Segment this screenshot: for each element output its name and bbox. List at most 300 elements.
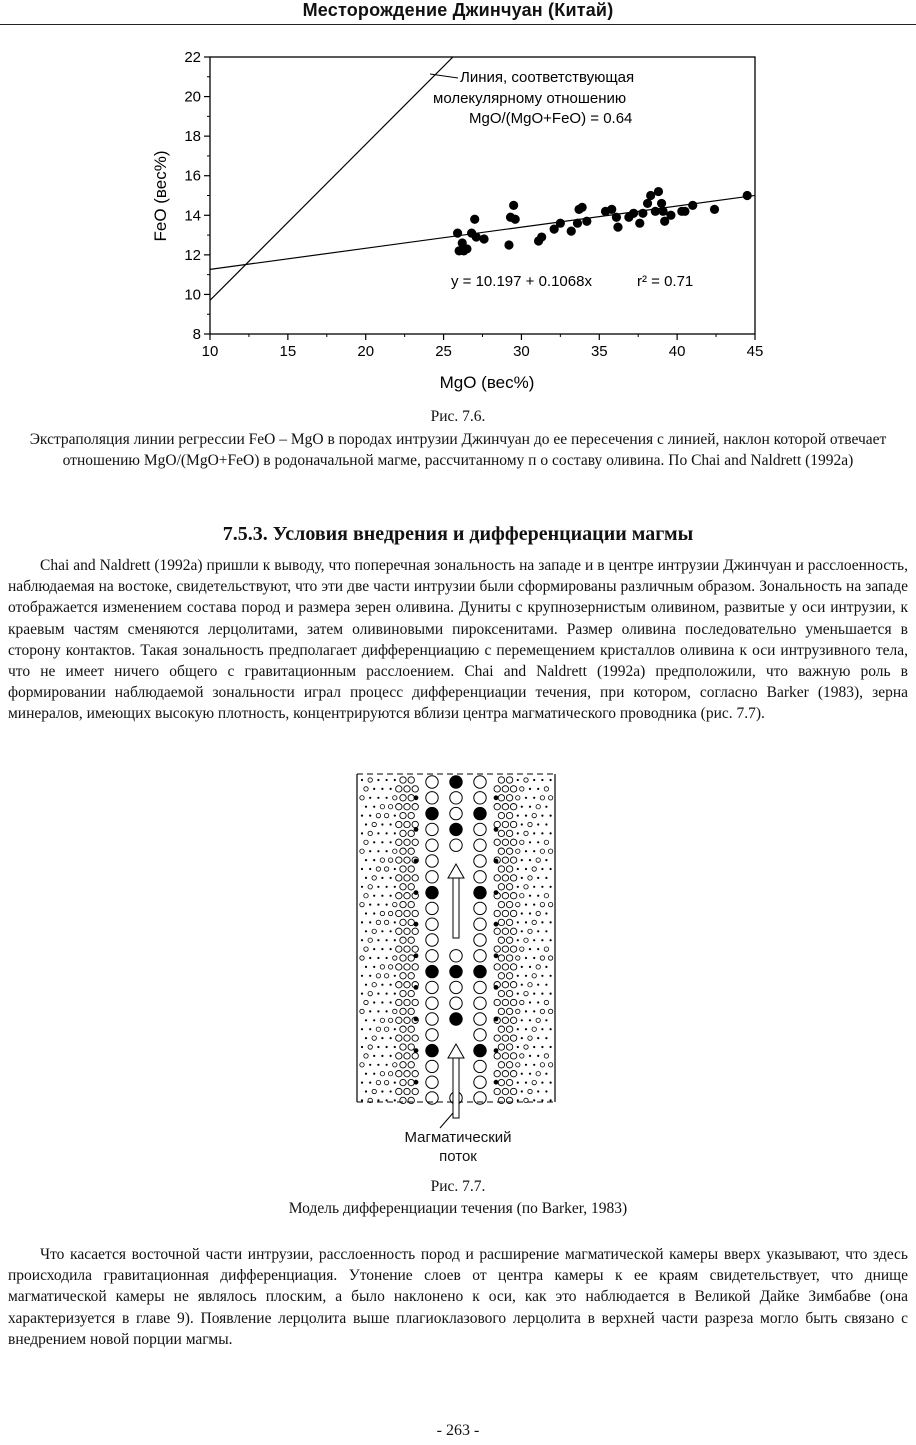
annotation-line-3: MgO/(MgO+FeO) = 0.64: [469, 110, 633, 127]
small-grain: [388, 1072, 392, 1076]
fine-grain: [365, 912, 367, 914]
small-grain: [544, 1000, 548, 1004]
fine-grain: [386, 1099, 388, 1101]
olivine-grain: [412, 839, 418, 845]
olivine-grain: [498, 848, 504, 854]
large-crystal: [426, 839, 438, 851]
x-tick-label: 45: [746, 343, 764, 360]
page-number: - 263 -: [436, 1422, 480, 1439]
olivine-grain: [510, 964, 516, 970]
olivine-grain: [498, 830, 504, 836]
fine-grain: [533, 904, 535, 906]
fine-grain: [521, 877, 523, 879]
small-grain: [516, 849, 520, 853]
fine-grain: [394, 886, 396, 888]
fine-grain: [361, 779, 363, 781]
fine-grain: [550, 815, 552, 817]
dense-grain: [494, 985, 499, 990]
small-grain: [532, 920, 536, 924]
small-grain: [364, 840, 368, 844]
olivine-grain: [502, 982, 508, 988]
large-crystal: [426, 871, 438, 883]
large-crystal: [474, 871, 486, 883]
large-crystal: [426, 902, 438, 914]
fine-grain: [394, 1028, 396, 1030]
fine-grain: [521, 1037, 523, 1039]
olivine-grain: [408, 937, 414, 943]
large-crystal: [450, 997, 462, 1009]
olivine-grain: [408, 777, 414, 783]
small-grain: [540, 849, 544, 853]
olivine-grain: [404, 786, 410, 792]
large-crystal: [450, 792, 462, 804]
small-grain: [536, 911, 540, 915]
fine-grain: [529, 806, 531, 808]
large-crystal: [474, 1029, 486, 1041]
olivine-grain: [396, 928, 402, 934]
fine-grain: [373, 948, 375, 950]
fine-grain: [394, 1082, 396, 1084]
figure-7-7-number: Рис. 7.7.: [430, 1178, 486, 1195]
large-crystal: [474, 886, 486, 898]
small-grain: [380, 911, 384, 915]
fine-grain: [381, 895, 383, 897]
fine-grain: [381, 984, 383, 986]
olivine-grain: [498, 1079, 504, 1085]
large-crystal: [474, 1044, 486, 1056]
fine-grain: [361, 1046, 363, 1048]
dense-grain: [414, 922, 419, 927]
fine-grain: [361, 886, 363, 888]
fine-grain: [386, 1064, 388, 1066]
fine-grain: [377, 904, 379, 906]
fine-grain: [537, 788, 539, 790]
fine-grain: [517, 1082, 519, 1084]
small-grain: [548, 796, 552, 800]
fine-grain: [550, 921, 552, 923]
olivine-grain: [506, 1008, 512, 1014]
olivine-grain: [400, 812, 406, 818]
data-point: [556, 219, 565, 228]
olivine-grain: [502, 804, 508, 810]
large-crystal: [426, 981, 438, 993]
fine-grain: [361, 815, 363, 817]
fine-grain: [525, 797, 527, 799]
fine-grain: [541, 886, 543, 888]
olivine-grain: [506, 866, 512, 872]
running-title: Месторождение Джинчуан (Китай): [302, 0, 614, 20]
fine-grain: [517, 1046, 519, 1048]
olivine-grain: [498, 1097, 504, 1103]
olivine-grain: [498, 1044, 504, 1050]
y-tick-label: 20: [184, 88, 201, 106]
fine-grain: [386, 779, 388, 781]
fine-grain: [537, 1037, 539, 1039]
dense-grain: [494, 1017, 499, 1022]
fine-grain: [365, 877, 367, 879]
fine-grain: [533, 832, 535, 834]
small-grain: [372, 876, 376, 880]
olivine-grain: [498, 812, 504, 818]
fine-grain: [390, 841, 392, 843]
olivine-grain: [510, 1035, 516, 1041]
olivine-grain: [412, 964, 418, 970]
fine-grain: [521, 912, 523, 914]
large-crystal: [426, 934, 438, 946]
olivine-grain: [404, 1053, 410, 1059]
fine-grain: [369, 904, 371, 906]
large-crystal: [426, 807, 438, 819]
small-grain: [393, 849, 397, 853]
x-tick-label: 40: [668, 343, 686, 360]
olivine-grain: [412, 1071, 418, 1077]
small-grain: [540, 1063, 544, 1067]
olivine-grain: [502, 857, 508, 863]
x-tick-label: 20: [357, 343, 375, 360]
olivine-grain: [404, 804, 410, 810]
fine-grain: [381, 1090, 383, 1092]
x-tick-label: 25: [435, 343, 452, 360]
dense-grain: [414, 795, 419, 800]
fine-grain: [369, 1082, 371, 1084]
fine-grain: [381, 877, 383, 879]
small-grain: [516, 956, 520, 960]
small-grain: [516, 902, 520, 906]
dense-grain: [414, 1080, 419, 1085]
olivine-grain: [396, 821, 402, 827]
olivine-grain: [400, 955, 406, 961]
fine-grain: [517, 815, 519, 817]
data-point: [643, 199, 652, 208]
large-crystal: [426, 1060, 438, 1072]
fine-grain: [533, 1010, 535, 1012]
data-point: [537, 232, 546, 241]
fine-grain: [517, 1028, 519, 1030]
fine-grain: [381, 823, 383, 825]
small-grain: [384, 920, 388, 924]
olivine-grain: [494, 1053, 500, 1059]
small-grain: [368, 778, 372, 782]
olivine-grain: [502, 910, 508, 916]
large-crystal: [474, 839, 486, 851]
olivine-grain: [502, 1017, 508, 1023]
olivine-grain: [408, 973, 414, 979]
large-crystal: [474, 950, 486, 962]
fine-grain: [525, 850, 527, 852]
fine-grain: [541, 1082, 543, 1084]
small-grain: [520, 947, 524, 951]
small-grain: [528, 822, 532, 826]
small-grain: [536, 1018, 540, 1022]
data-point: [743, 191, 752, 200]
olivine-grain: [404, 1035, 410, 1041]
fine-grain: [545, 1090, 547, 1092]
large-crystal: [474, 902, 486, 914]
olivine-grain: [408, 812, 414, 818]
fine-grain: [381, 1055, 383, 1057]
olivine-grain: [510, 821, 516, 827]
olivine-grain: [396, 964, 402, 970]
y-tick-label: 22: [184, 49, 201, 66]
fine-grain: [541, 939, 543, 941]
small-grain: [548, 849, 552, 853]
fine-grain: [550, 939, 552, 941]
large-crystal: [426, 776, 438, 788]
fine-grain: [529, 788, 531, 790]
fine-grain: [377, 1099, 379, 1101]
fine-grain: [381, 948, 383, 950]
fine-grain: [537, 1055, 539, 1057]
fine-grain: [361, 993, 363, 995]
olivine-grain: [494, 875, 500, 881]
olivine-grain: [506, 955, 512, 961]
fine-grain: [394, 779, 396, 781]
fine-grain: [381, 841, 383, 843]
fine-grain: [541, 921, 543, 923]
figure-7-7-caption: Модель дифференциации течения (по Barker, 1983): [288, 1200, 628, 1217]
fine-grain: [377, 797, 379, 799]
fine-grain: [377, 1046, 379, 1048]
olivine-grain: [506, 990, 512, 996]
fine-grain: [381, 1037, 383, 1039]
olivine-grain: [396, 1017, 402, 1023]
small-grain: [393, 1063, 397, 1067]
y-tick-label: 18: [184, 128, 201, 146]
small-grain: [388, 1018, 392, 1022]
fine-grain: [377, 886, 379, 888]
fine-grain: [369, 797, 371, 799]
olivine-grain: [502, 999, 508, 1005]
olivine-grain: [506, 777, 512, 783]
dense-grain: [494, 890, 499, 895]
fine-grain: [386, 832, 388, 834]
large-crystal: [474, 807, 486, 819]
fine-grain: [373, 806, 375, 808]
olivine-grain: [412, 946, 418, 952]
data-point: [511, 215, 520, 224]
small-grain: [544, 1054, 548, 1058]
fine-grain: [365, 1019, 367, 1021]
olivine-grain: [502, 946, 508, 952]
x-tick-label: 30: [513, 343, 530, 360]
olivine-grain: [506, 812, 512, 818]
olivine-grain: [396, 910, 402, 916]
small-grain: [528, 1036, 532, 1040]
olivine-grain: [396, 804, 402, 810]
small-grain: [360, 796, 364, 800]
olivine-grain: [400, 990, 406, 996]
fine-grain: [365, 930, 367, 932]
olivine-grain: [396, 893, 402, 899]
small-grain: [528, 983, 532, 987]
olivine-grain: [396, 982, 402, 988]
dense-grain: [494, 795, 499, 800]
fine-grain: [521, 984, 523, 986]
large-crystal: [474, 981, 486, 993]
olivine-grain: [396, 999, 402, 1005]
olivine-grain: [408, 1097, 414, 1103]
small-grain: [548, 956, 552, 960]
olivine-grain: [510, 857, 516, 863]
olivine-grain: [506, 830, 512, 836]
fine-grain: [369, 1064, 371, 1066]
fine-grain: [525, 1082, 527, 1084]
olivine-grain: [396, 1053, 402, 1059]
fine-grain: [394, 993, 396, 995]
small-grain: [532, 867, 536, 871]
data-points: [453, 187, 752, 256]
fine-grain: [545, 1037, 547, 1039]
fine-grain: [533, 1046, 535, 1048]
magma-flow-label-2: поток: [439, 1148, 477, 1165]
fine-grain: [377, 832, 379, 834]
small-grain: [548, 1063, 552, 1067]
fine-grain: [541, 868, 543, 870]
olivine-grain: [494, 839, 500, 845]
fine-grain: [390, 1055, 392, 1057]
large-crystal: [450, 823, 462, 835]
small-grain: [368, 1045, 372, 1049]
small-grain: [536, 805, 540, 809]
olivine-grain: [404, 857, 410, 863]
fine-grain: [386, 939, 388, 941]
fine-grain: [377, 1064, 379, 1066]
large-crystal: [450, 1013, 462, 1025]
fine-grain: [545, 823, 547, 825]
dense-grain: [414, 890, 419, 895]
small-grain: [520, 840, 524, 844]
dense-grain: [494, 1048, 499, 1053]
fine-grain: [394, 1099, 396, 1101]
fine-grain: [373, 841, 375, 843]
fine-grain: [529, 1073, 531, 1075]
olivine-grain: [408, 1008, 414, 1014]
olivine-grain: [502, 821, 508, 827]
fine-grain: [550, 1028, 552, 1030]
small-grain: [548, 1009, 552, 1013]
fine-grain: [541, 779, 543, 781]
fine-grain: [525, 957, 527, 959]
fine-grain: [381, 788, 383, 790]
small-grain: [376, 867, 380, 871]
small-grain: [532, 813, 536, 817]
olivine-grain: [510, 982, 516, 988]
annotation-line-2: молекулярному отношению: [433, 90, 627, 107]
fine-grain: [537, 948, 539, 950]
olivine-grain: [510, 1053, 516, 1059]
olivine-grain: [400, 1097, 406, 1103]
olivine-grain: [400, 848, 406, 854]
olivine-grain: [404, 839, 410, 845]
fine-grain: [521, 930, 523, 932]
data-point: [666, 211, 675, 220]
olivine-grain: [408, 830, 414, 836]
flow-arrow-upper: [448, 864, 464, 938]
large-crystal: [426, 823, 438, 835]
olivine-grain: [494, 804, 500, 810]
fine-grain: [373, 788, 375, 790]
small-grain: [384, 974, 388, 978]
olivine-grain: [408, 990, 414, 996]
olivine-grain: [400, 1044, 406, 1050]
small-grain: [524, 938, 528, 942]
fine-grain: [386, 1010, 388, 1012]
olivine-grain: [404, 1017, 410, 1023]
fine-grain: [394, 832, 396, 834]
large-crystal: [474, 1013, 486, 1025]
small-grain: [536, 1072, 540, 1076]
small-grain: [540, 956, 544, 960]
large-crystal: [426, 855, 438, 867]
olivine-grain: [498, 884, 504, 890]
fine-grain: [533, 993, 535, 995]
small-grain: [360, 1009, 364, 1013]
olivine-grain: [412, 786, 418, 792]
fine-grain: [533, 957, 535, 959]
dense-grain: [494, 827, 499, 832]
olivine-grain: [498, 866, 504, 872]
dense-grain: [414, 953, 419, 958]
fine-grain: [537, 895, 539, 897]
olivine-grain: [494, 786, 500, 792]
fine-grain: [525, 815, 527, 817]
label-leader: [440, 1113, 453, 1128]
y-tick-label: 8: [192, 326, 201, 343]
fine-grain: [373, 1001, 375, 1003]
fine-grain: [365, 984, 367, 986]
magma-flow-label-1: Магматический: [404, 1129, 512, 1146]
olivine-grain: [412, 804, 418, 810]
fine-grain: [529, 841, 531, 843]
fine-grain: [386, 797, 388, 799]
data-point: [710, 205, 719, 214]
olivine-grain: [400, 937, 406, 943]
olivine-grain: [510, 999, 516, 1005]
fine-grain: [550, 779, 552, 781]
olivine-grain: [502, 786, 508, 792]
fine-grain: [377, 993, 379, 995]
olivine-grain: [506, 1044, 512, 1050]
regression-line: [210, 195, 755, 269]
paragraph-1: Chai and Naldrett (1992a) пришли к выводу, что поперечная зональность на западе и в центре интрузии Джинчуан и расслоенность, наблюдаемая на востоке, свидетельствуют, что эти две части интрузии были сформированы различным образом. Зональность на западе отображается изменением состава пород и размера зерен оливина. Дуниты с крупнозернистым оливином, развитые у оси интрузии, к краевым частям сменяются лерцолитами, затем оливиновыми пироксенитами. Размер оливина последовательно уменьшается в сторону контактов. Такая зональность предполагает дифференциацию с перемещением кристаллов оливина к оси интрузивного тела, что не имеет ничего общего с гравитационным расслоением. Chai and Naldrett (1992a) предположили, что важную роль в формировании наблюдаемой зональности играл процесс дифференциации течения, при котором, согласно Barker (1983), зерна минералов, имеющих высокую плотность, концентрируются вблизи центра магматического проводника (рис. 7.7).: [8, 557, 908, 723]
small-grain: [360, 849, 364, 853]
small-grain: [376, 920, 380, 924]
flow-differentiation-diagram: [340, 768, 580, 1168]
small-grain: [536, 858, 540, 862]
data-point: [638, 209, 647, 218]
small-grain: [376, 974, 380, 978]
olivine-grain: [404, 999, 410, 1005]
x-tick-label: 10: [201, 343, 219, 360]
fine-grain: [541, 1046, 543, 1048]
large-crystal: [426, 1029, 438, 1041]
fine-grain: [394, 1046, 396, 1048]
small-grain: [372, 983, 376, 987]
fine-grain: [533, 886, 535, 888]
olivine-grain: [506, 848, 512, 854]
olivine-grain: [506, 973, 512, 979]
small-grain: [364, 1000, 368, 1004]
olivine-grain: [400, 1026, 406, 1032]
small-grain: [520, 1000, 524, 1004]
fine-grain: [525, 1010, 527, 1012]
fine-grain: [529, 1055, 531, 1057]
small-grain: [376, 813, 380, 817]
fine-grain: [365, 1090, 367, 1092]
fine-grain: [541, 815, 543, 817]
olivine-grain: [498, 901, 504, 907]
fine-grain: [541, 1028, 543, 1030]
